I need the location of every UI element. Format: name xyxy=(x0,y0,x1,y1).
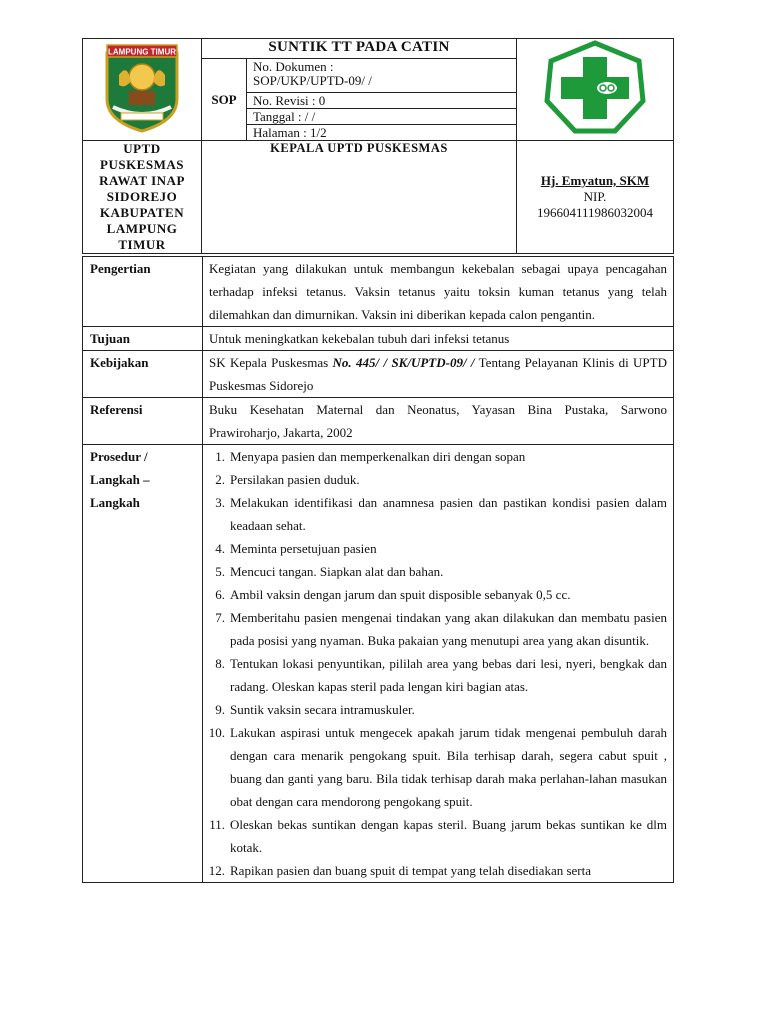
procedure-step xyxy=(203,583,667,606)
prosedur-steps xyxy=(203,445,674,883)
tujuan-row xyxy=(83,327,674,351)
step-number: 7. xyxy=(215,610,225,625)
procedure-step xyxy=(203,606,667,652)
prosedur-label-line: Langkah xyxy=(90,495,140,510)
procedure-step xyxy=(203,813,667,859)
procedure-step xyxy=(203,560,667,583)
pengertian-label: Pengertian xyxy=(83,257,203,327)
regency-logo-cell xyxy=(83,39,202,141)
procedure-step xyxy=(203,537,667,560)
referensi-label: Referensi xyxy=(83,398,203,445)
kebijakan-text-post: Tentang Pelayanan Klinis di UPTD Puskesmas Sidorejo xyxy=(209,355,667,393)
puskesmas-logo-cell xyxy=(517,39,674,141)
document-number-field xyxy=(247,59,517,93)
step-text: Oleskan bekas suntikan dengan kapas steril. Buang jarum bekas suntikan ke dlm kotak. xyxy=(230,817,667,855)
procedure-step xyxy=(203,445,667,468)
institution-name xyxy=(83,141,202,254)
sop-header-table xyxy=(82,38,674,254)
step-text: Memberitahu pasien mengenai tindakan yang akan dilakukan dan membatu pasien pada posisi yang nyaman. Buka pakaian yang menutupi area yang akan disuntik. xyxy=(230,610,667,648)
kebijakan-label: Kebijakan xyxy=(83,351,203,398)
prosedur-label xyxy=(83,445,203,883)
institution-line: RAWAT INAP xyxy=(99,173,185,188)
procedure-step xyxy=(203,652,667,698)
pengertian-row xyxy=(83,257,674,327)
document-number-label: No. Dokumen : xyxy=(253,59,334,74)
institution-line: TIMUR xyxy=(118,237,166,252)
step-text: Menyapa pasien dan memperkenalkan diri dengan sopan xyxy=(230,449,526,464)
referensi-text: Buku Kesehatan Maternal dan Neonatus, Yayasan Bina Pustaka, Sarwono Prawiroharjo, Jakarta, 2002 xyxy=(203,398,674,445)
step-text: Tentukan lokasi penyuntikan, pililah area yang bebas dari lesi, nyeri, bengkak dan radang. Oleskan kapas steril pada lengan kiri bagian atas. xyxy=(230,656,667,694)
tujuan-text: Untuk meningkatkan kekebalan tubuh dari infeksi tetanus xyxy=(203,327,674,351)
step-number: 6. xyxy=(215,587,225,602)
prosedur-label-line: Prosedur / xyxy=(90,449,148,464)
kebijakan-row xyxy=(83,351,674,398)
step-number: 1. xyxy=(215,449,225,464)
lampung-timur-emblem-icon xyxy=(99,41,185,133)
head-of-puskesmas-title: KEPALA UPTD PUSKESMAS xyxy=(202,141,517,254)
procedure-step-list xyxy=(203,445,667,882)
kebijakan-sk-number: No. 445/ / SK/UPTD-09/ / xyxy=(332,355,475,370)
step-number: 10. xyxy=(208,725,225,740)
institution-line: PUSKESMAS xyxy=(100,157,184,172)
procedure-step xyxy=(203,491,667,537)
sop-content-table xyxy=(82,256,674,883)
step-text: Mencuci tangan. Siapkan alat dan bahan. xyxy=(230,564,444,579)
step-text: Ambil vaksin dengan jarum dan spuit disposible sebanyak 0,5 cc. xyxy=(230,587,571,602)
nip-label: NIP. xyxy=(583,189,607,204)
step-number: 9. xyxy=(215,702,225,717)
emblem-banner-text: LAMPUNG TIMUR xyxy=(108,47,176,57)
procedure-step xyxy=(203,698,667,721)
signatory-name: Hj. Emyatun, SKM xyxy=(540,173,650,188)
institution-line: UPTD xyxy=(123,141,161,156)
procedure-step xyxy=(203,468,667,491)
sop-title: SUNTIK TT PADA CATIN xyxy=(202,39,517,59)
pengertian-text: Kegiatan yang dilakukan untuk membangun kekebalan sebagai upaya pencagahan terhadap infeksi tetanus. Vaksin tetanus yaitu toksin kuman tetanus yang telah dilemahkan dan dimurnikan. Vaksin ini diberikan kepada calon pengantin. xyxy=(203,257,674,327)
date-field: Tanggal : / / xyxy=(247,109,517,125)
institution-line: SIDOREJO xyxy=(106,189,178,204)
step-number: 3. xyxy=(215,495,225,510)
step-text: Meminta persetujuan pasien xyxy=(230,541,377,556)
step-text: Lakukan aspirasi untuk mengecek apakah jarum tidak mengenai pembuluh darah dengan cara menarik pengokang spuit. Bila terhisap darah, segera cabut spuit , buang dan ganti yang baru. Bila tidak terhisap darah maka perlahan-lahan masukan obat dengan cara mendorong pengokang spuit. xyxy=(230,725,667,809)
step-number: 8. xyxy=(215,656,225,671)
step-text: Persilakan pasien duduk. xyxy=(230,472,360,487)
step-number: 11. xyxy=(209,817,225,832)
kebijakan-text-pre: SK Kepala Puskesmas xyxy=(209,355,333,370)
page-field: Halaman : 1/2 xyxy=(247,125,517,141)
revision-number-field: No. Revisi : 0 xyxy=(247,93,517,109)
procedure-step xyxy=(203,859,667,882)
referensi-row xyxy=(83,398,674,445)
kebijakan-text xyxy=(203,351,674,398)
procedure-step xyxy=(203,721,667,813)
document-number-value: SOP/UKP/UPTD-09/ / xyxy=(253,73,372,88)
step-number: 12. xyxy=(208,863,225,878)
step-text: Rapikan pasien dan buang spuit di tempat yang telah disediakan serta xyxy=(230,863,592,878)
tujuan-label: Tujuan xyxy=(83,327,203,351)
institution-line: KABUPATEN xyxy=(99,205,185,220)
nip-value: 196604111986032004 xyxy=(536,205,654,220)
sop-label: SOP xyxy=(202,59,247,141)
step-text: Suntik vaksin secara intramuskuler. xyxy=(230,702,415,717)
step-number: 2. xyxy=(215,472,225,487)
step-text: Melakukan identifikasi dan anamnesa pasien dan pastikan kondisi pasien dalam keadaan sehat. xyxy=(230,495,667,533)
signatory-block xyxy=(517,141,674,254)
prosedur-row xyxy=(83,445,674,883)
step-number: 4. xyxy=(215,541,225,556)
institution-line: LAMPUNG xyxy=(106,221,178,236)
step-number: 5. xyxy=(215,564,225,579)
prosedur-label-line: Langkah – xyxy=(90,472,150,487)
health-cross-logo-icon xyxy=(543,39,647,135)
